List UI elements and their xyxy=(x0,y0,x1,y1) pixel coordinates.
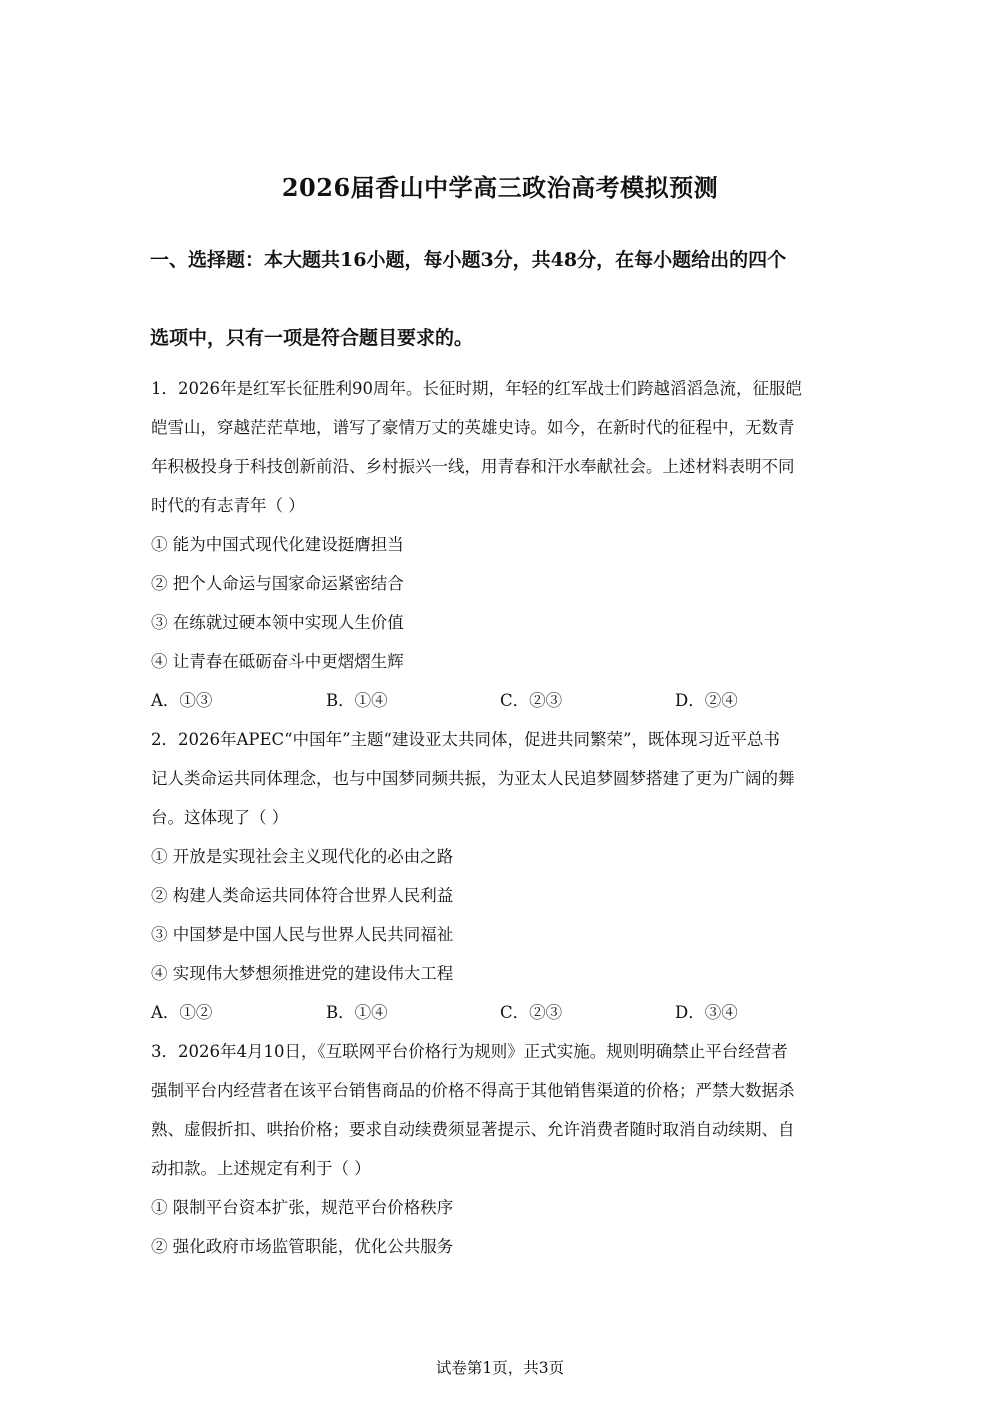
question-1-choice-a: A．①③ xyxy=(151,691,213,710)
question-2-stem-line-1: 2．2026年APEC“中国年”主题“建设亚太共同体，促进共同繁荣”，既体现习近平总书 xyxy=(151,730,780,749)
question-3-stem-line-1: 3．2026年4月10日，《互联网平台价格行为规则》正式实施。规则明确禁止平台经营者 xyxy=(151,1042,788,1061)
question-2-stem-line-3: 台。这体现了（ ） xyxy=(151,808,289,827)
question-2-stem-line-2: 记人类命运共同体理念，也与中国梦同频共振，为亚太人民追梦圆梦搭建了更为广阔的舞 xyxy=(151,769,795,788)
question-2-choice-a: A．①② xyxy=(151,1003,213,1022)
question-2-choice-c: C．②③ xyxy=(500,1003,563,1022)
question-3-item-1: ① 限制平台资本扩张，规范平台价格秩序 xyxy=(151,1198,454,1217)
question-3-stem-line-3: 熟、虚假折扣、哄抬价格；要求自动续费须显著提示、允许消费者随时取消自动续期、自 xyxy=(151,1120,795,1139)
question-2-item-4: ④ 实现伟大梦想须推进党的建设伟大工程 xyxy=(151,964,454,983)
question-1-item-4: ④ 让青春在砥砺奋斗中更熠熠生辉 xyxy=(151,652,404,671)
section-heading-line-1: 一、选择题：本大题共16小题，每小题3分，共48分，在每小题给出的四个 xyxy=(150,249,787,271)
question-2-item-2: ② 构建人类命运共同体符合世界人民利益 xyxy=(151,886,454,905)
question-2-choice-b: B．①④ xyxy=(326,1003,388,1022)
question-1-stem-line-3: 年积极投身于科技创新前沿、乡村振兴一线，用青春和汗水奉献社会。上述材料表明不同 xyxy=(151,457,795,476)
question-3-stem-line-2: 强制平台内经营者在该平台销售商品的价格不得高于其他销售渠道的价格；严禁大数据杀 xyxy=(151,1081,795,1100)
question-2-item-1: ① 开放是实现社会主义现代化的必由之路 xyxy=(151,847,454,866)
question-1-item-1: ① 能为中国式现代化建设挺膺担当 xyxy=(151,535,404,554)
question-1-item-2: ② 把个人命运与国家命运紧密结合 xyxy=(151,574,404,593)
page-title: 2026届香山中学高三政治高考模拟预测 xyxy=(281,173,719,202)
question-1-choice-d: D．②④ xyxy=(675,691,738,710)
question-1-choice-c: C．②③ xyxy=(500,691,563,710)
question-3-stem-line-4: 动扣款。上述规定有利于（ ） xyxy=(151,1159,371,1178)
question-2-item-3: ③ 中国梦是中国人民与世界人民共同福祉 xyxy=(151,925,454,944)
question-1-choice-b: B．①④ xyxy=(326,691,388,710)
question-1-stem-line-1: 1．2026年是红军长征胜利90周年。长征时期，年轻的红军战士们跨越滔滔急流，征服皑 xyxy=(151,379,802,398)
question-1-stem-line-4: 时代的有志青年（ ） xyxy=(151,496,305,515)
question-1-item-3: ③ 在练就过硬本领中实现人生价值 xyxy=(151,613,404,632)
question-2-choice-d: D．③④ xyxy=(675,1003,738,1022)
question-3-item-2: ② 强化政府市场监管职能，优化公共服务 xyxy=(151,1237,454,1256)
question-1-stem-line-2: 皑雪山，穿越茫茫草地，谱写了豪情万丈的英雄史诗。如今，在新时代的征程中，无数青 xyxy=(151,418,795,437)
page-footer: 试卷第1页，共3页 xyxy=(435,1359,565,1377)
section-heading-line-2: 选项中，只有一项是符合题目要求的。 xyxy=(150,327,474,349)
